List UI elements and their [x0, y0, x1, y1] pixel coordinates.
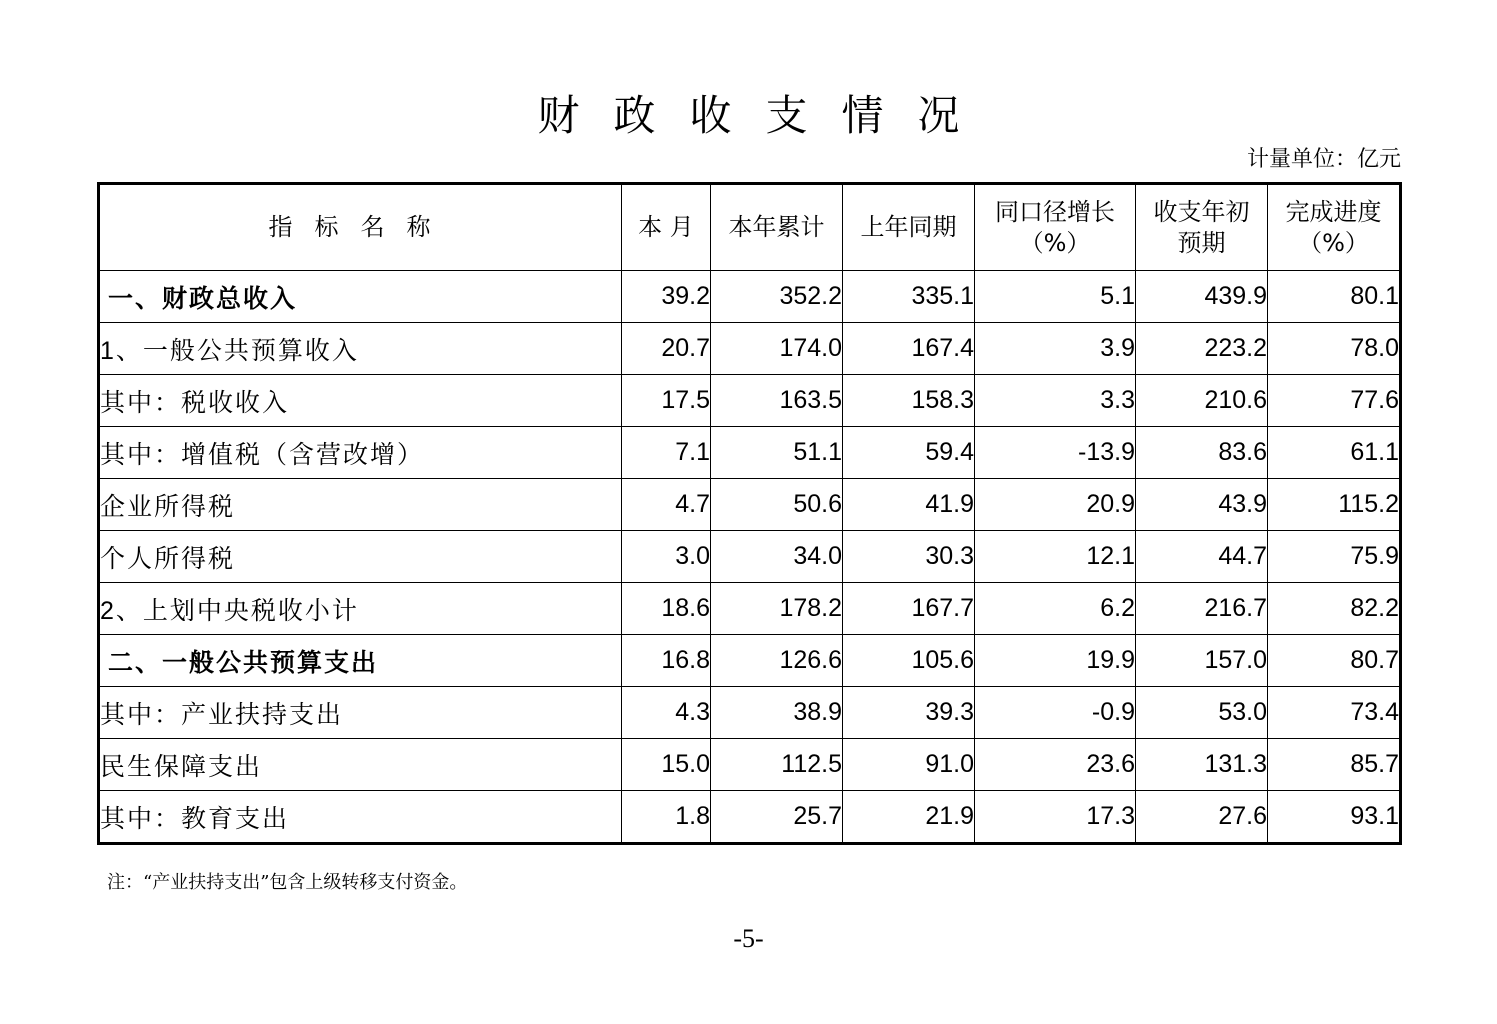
- cell-ytd: 50.6: [711, 479, 843, 531]
- header-progress-line2: （%）: [1298, 228, 1369, 257]
- cell-month: 1.8: [622, 791, 711, 844]
- cell-ytd: 174.0: [711, 323, 843, 375]
- cell-forecast: 210.6: [1136, 375, 1268, 427]
- header-forecast: [1136, 184, 1268, 271]
- cell-month: 4.7: [622, 479, 711, 531]
- cell-growth: 17.3: [975, 791, 1136, 844]
- cell-last-year: 41.9: [843, 479, 975, 531]
- row-label: 其中：增值税（含营改增）: [99, 427, 622, 479]
- header-growth: [975, 184, 1136, 271]
- cell-growth: -0.9: [975, 687, 1136, 739]
- cell-forecast: 439.9: [1136, 271, 1268, 323]
- row-label: 个人所得税: [99, 531, 622, 583]
- cell-last-year: 158.3: [843, 375, 975, 427]
- cell-month: 16.8: [622, 635, 711, 687]
- cell-forecast: 83.6: [1136, 427, 1268, 479]
- cell-last-year: 91.0: [843, 739, 975, 791]
- cell-last-year: 59.4: [843, 427, 975, 479]
- row-label: 企业所得税: [99, 479, 622, 531]
- cell-progress: 80.1: [1268, 271, 1401, 323]
- cell-progress: 61.1: [1268, 427, 1401, 479]
- cell-last-year: 105.6: [843, 635, 975, 687]
- cell-progress: 77.6: [1268, 375, 1401, 427]
- row-label: 2、上划中央税收小计: [99, 583, 622, 635]
- cell-progress: 80.7: [1268, 635, 1401, 687]
- cell-growth: 12.1: [975, 531, 1136, 583]
- cell-growth: 19.9: [975, 635, 1136, 687]
- cell-ytd: 25.7: [711, 791, 843, 844]
- cell-forecast: 53.0: [1136, 687, 1268, 739]
- table-row: [99, 635, 1401, 687]
- cell-ytd: 352.2: [711, 271, 843, 323]
- table-row: [99, 427, 1401, 479]
- cell-last-year: 21.9: [843, 791, 975, 844]
- cell-progress: 73.4: [1268, 687, 1401, 739]
- header-forecast-line1: 收支年初: [1153, 197, 1250, 226]
- finance-table: [97, 182, 1402, 845]
- cell-progress: 75.9: [1268, 531, 1401, 583]
- cell-month: 18.6: [622, 583, 711, 635]
- cell-ytd: 51.1: [711, 427, 843, 479]
- cell-growth: 20.9: [975, 479, 1136, 531]
- cell-ytd: 163.5: [711, 375, 843, 427]
- cell-forecast: 223.2: [1136, 323, 1268, 375]
- cell-last-year: 335.1: [843, 271, 975, 323]
- row-label: 民生保障支出: [99, 739, 622, 791]
- row-label: 二、一般公共预算支出: [99, 635, 622, 687]
- footnote: 注：“产业扶持支出”包含上级转移支付资金。: [107, 872, 468, 893]
- header-name: 指标名称: [99, 184, 622, 271]
- cell-growth: 5.1: [975, 271, 1136, 323]
- row-label: 一、财政总收入: [99, 271, 622, 323]
- header-forecast-line2: 预期: [1177, 228, 1226, 257]
- cell-month: 15.0: [622, 739, 711, 791]
- cell-month: 39.2: [622, 271, 711, 323]
- cell-growth: 3.3: [975, 375, 1136, 427]
- cell-forecast: 131.3: [1136, 739, 1268, 791]
- cell-growth: 6.2: [975, 583, 1136, 635]
- cell-progress: 78.0: [1268, 323, 1401, 375]
- table-row: [99, 479, 1401, 531]
- cell-last-year: 167.4: [843, 323, 975, 375]
- cell-month: 17.5: [622, 375, 711, 427]
- cell-last-year: 30.3: [843, 531, 975, 583]
- row-label: 其中：税收收入: [99, 375, 622, 427]
- header-month: 本 月: [622, 184, 711, 271]
- cell-forecast: 157.0: [1136, 635, 1268, 687]
- cell-progress: 82.2: [1268, 583, 1401, 635]
- unit-label: 计量单位：亿元: [1246, 147, 1401, 172]
- table-row: [99, 791, 1401, 844]
- table-row: [99, 323, 1401, 375]
- table-row: [99, 687, 1401, 739]
- cell-month: 4.3: [622, 687, 711, 739]
- row-label: 1、一般公共预算收入: [99, 323, 622, 375]
- cell-ytd: 178.2: [711, 583, 843, 635]
- header-growth-line1: 同口径增长: [995, 197, 1115, 226]
- table-row: [99, 531, 1401, 583]
- cell-forecast: 43.9: [1136, 479, 1268, 531]
- header-ytd: 本年累计: [711, 184, 843, 271]
- cell-growth: 23.6: [975, 739, 1136, 791]
- table-header-row: [99, 184, 1401, 271]
- cell-last-year: 39.3: [843, 687, 975, 739]
- cell-forecast: 216.7: [1136, 583, 1268, 635]
- header-growth-line2: （%）: [1019, 228, 1091, 257]
- cell-growth: -13.9: [975, 427, 1136, 479]
- cell-last-year: 167.7: [843, 583, 975, 635]
- cell-month: 3.0: [622, 531, 711, 583]
- cell-month: 7.1: [622, 427, 711, 479]
- header-progress: [1268, 184, 1401, 271]
- cell-growth: 3.9: [975, 323, 1136, 375]
- cell-progress: 93.1: [1268, 791, 1401, 844]
- cell-forecast: 44.7: [1136, 531, 1268, 583]
- row-label: 其中：教育支出: [99, 791, 622, 844]
- row-label: 其中：产业扶持支出: [99, 687, 622, 739]
- cell-ytd: 34.0: [711, 531, 843, 583]
- page-title: 财政收支情况: [537, 91, 994, 140]
- header-last-year: 上年同期: [843, 184, 975, 271]
- cell-month: 20.7: [622, 323, 711, 375]
- cell-ytd: 38.9: [711, 687, 843, 739]
- table-row: [99, 375, 1401, 427]
- page-number: -5-: [733, 924, 764, 953]
- cell-forecast: 27.6: [1136, 791, 1268, 844]
- table-row: [99, 583, 1401, 635]
- table-row: [99, 739, 1401, 791]
- cell-progress: 85.7: [1268, 739, 1401, 791]
- cell-ytd: 112.5: [711, 739, 843, 791]
- table-row: [99, 271, 1401, 323]
- header-progress-line1: 完成进度: [1285, 197, 1382, 226]
- cell-ytd: 126.6: [711, 635, 843, 687]
- cell-progress: 115.2: [1268, 479, 1401, 531]
